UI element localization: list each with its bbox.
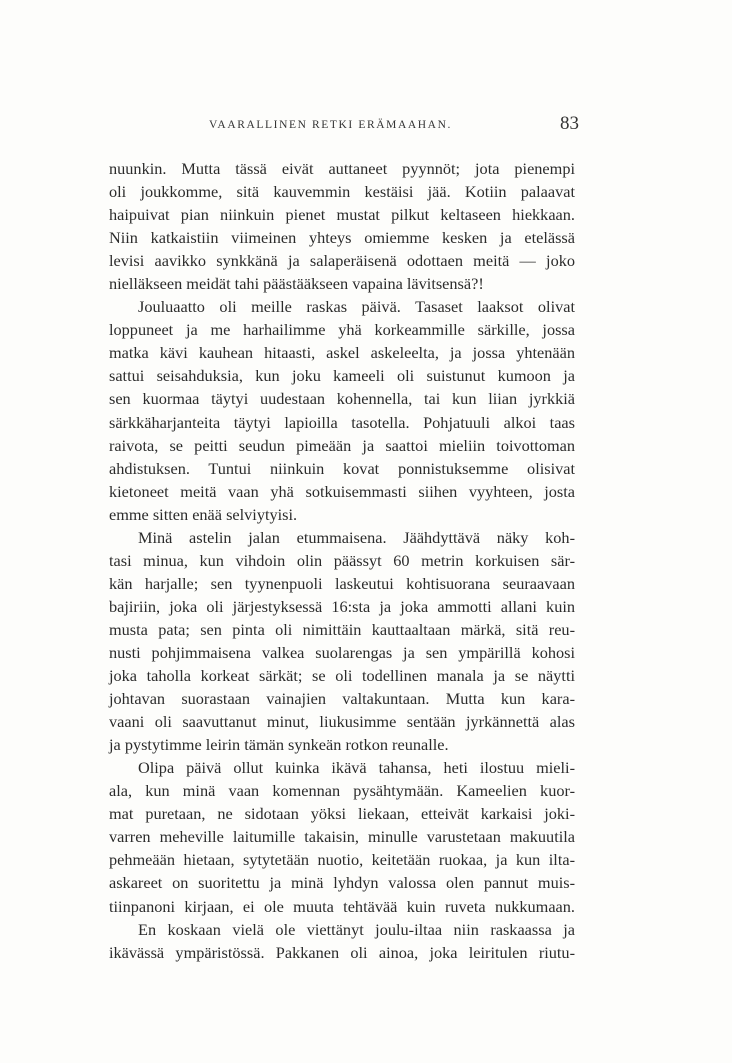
text-line: ala, kun minä vaan komennan pysähtymään. Kameelien kuor- xyxy=(109,781,575,801)
text-line: raivota, se peitti seudun pimeään ja saattoi mieliin toivottoman xyxy=(109,435,575,455)
text-line: nielläkseen meidät tahi päästääkseen vapaina lävitsensä?! xyxy=(109,274,484,294)
text-line: Minä astelin jalan etummaisena. Jäähdyttävä näky koh- xyxy=(138,527,575,547)
text-line: bajiriin, joka oli järjestyksessä 16:sta ja joka ammotti allani kuin xyxy=(109,596,575,616)
text-line: tiinpanoni kirjaan, ei ole muuta tehtävää kuin ruveta nukkumaan. xyxy=(109,896,575,916)
text-line: varren meheville laitumille takaisin, minulle varustetaan makuutila xyxy=(109,827,575,847)
body-text xyxy=(109,157,575,964)
text-line: vaani oli saavuttanut minut, liukusimme sentään jyrkännettä alas xyxy=(109,712,575,732)
text-line: sen kuormaa täytyi uudestaan kohennella, tai kun liian jyrkkiä xyxy=(109,389,575,409)
text-line: tasi minua, kun vihdoin olin päässyt 60 metrin korkuisen sär- xyxy=(109,550,575,570)
text-line: ahdistuksen. Tuntui niinkuin kovat ponnistuksemme olisivat xyxy=(109,458,575,478)
page-number: 83 xyxy=(560,113,579,134)
text-line: emme sitten enää selviytyisi. xyxy=(109,504,298,524)
text-line: johtavan suorastaan vainajien valtakuntaan. Mutta kun kara- xyxy=(109,689,575,709)
text-line: ikävässä ympäristössä. Pakkanen oli ainoa, joka leiritulen riutu- xyxy=(109,942,575,962)
text-line: oli joukkomme, sitä kauvemmin kestäisi jää. Kotiin palaavat xyxy=(109,182,575,202)
text-line: Olipa päivä ollut kuinka ikävä tahansa, heti ilostuu mieli- xyxy=(138,758,575,778)
text-line: haipuivat pian niinkuin pienet mustat pilkut keltaseen hiekkaan. xyxy=(109,205,575,225)
text-line: Niin katkaistiin viimeinen yhteys omiemme kesken ja etelässä xyxy=(109,228,575,248)
running-title: VAARALLINEN RETKI ERÄMAAHAN. xyxy=(209,119,452,131)
text-line: kän harjalle; sen tyynenpuoli laskeutui kohtisuorana seuraavaan xyxy=(109,573,575,593)
text-line: matka kävi kauhean hitaasti, askel askeleelta, ja jossa yhtenään xyxy=(109,343,575,363)
text-line: kietoneet meitä vaan yhä sotkuisemmasti siihen vyyhteen, josta xyxy=(109,481,575,501)
text-line: sattui seisahduksia, kun joku kameeli oli suistunut kumoon ja xyxy=(109,366,575,386)
text-line: musta pata; sen pinta oli nimittäin kauttaaltaan märkä, sitä reu- xyxy=(109,619,575,639)
text-line: nuunkin. Mutta tässä eivät auttaneet pyynnöt; jota pienempi xyxy=(109,159,575,178)
text-line: askareet on suoritettu ja minä lyhdyn valossa olen pannut muis- xyxy=(109,873,575,893)
text-line: loppuneet ja me harhailimme yhä korkeammille särkille, jossa xyxy=(109,320,575,340)
text-line: Jouluaatto oli meille raskas päivä. Tasaset laaksot olivat xyxy=(138,297,575,317)
text-line: joka taholla korkeat särkät; se oli todellinen manala ja se näytti xyxy=(109,666,575,686)
text-line: En koskaan vielä ole viettänyt joulu-iltaa niin raskaassa ja xyxy=(138,919,575,939)
text-line: ja pystytimme leirin tämän synkeän rotkon reunalle. xyxy=(109,735,449,755)
text-line: pehmeään hietaan, sytytetään nuotio, keitetään ruokaa, ja kun ilta- xyxy=(109,850,575,870)
text-line: nusti pohjimmaisena valkea suolarengas ja sen ympärillä kohosi xyxy=(109,642,575,662)
text-line: mat puretaan, ne sidotaan yöksi liekaan, etteivät karkaisi joki- xyxy=(109,804,575,824)
text-line: levisi aavikko synkkänä ja salaperäisenä odottaen meitä — joko xyxy=(109,251,575,271)
text-line: särkkäharjanteita täytyi lapioilla tasotella. Pohjatuuli alkoi taas xyxy=(109,412,575,432)
